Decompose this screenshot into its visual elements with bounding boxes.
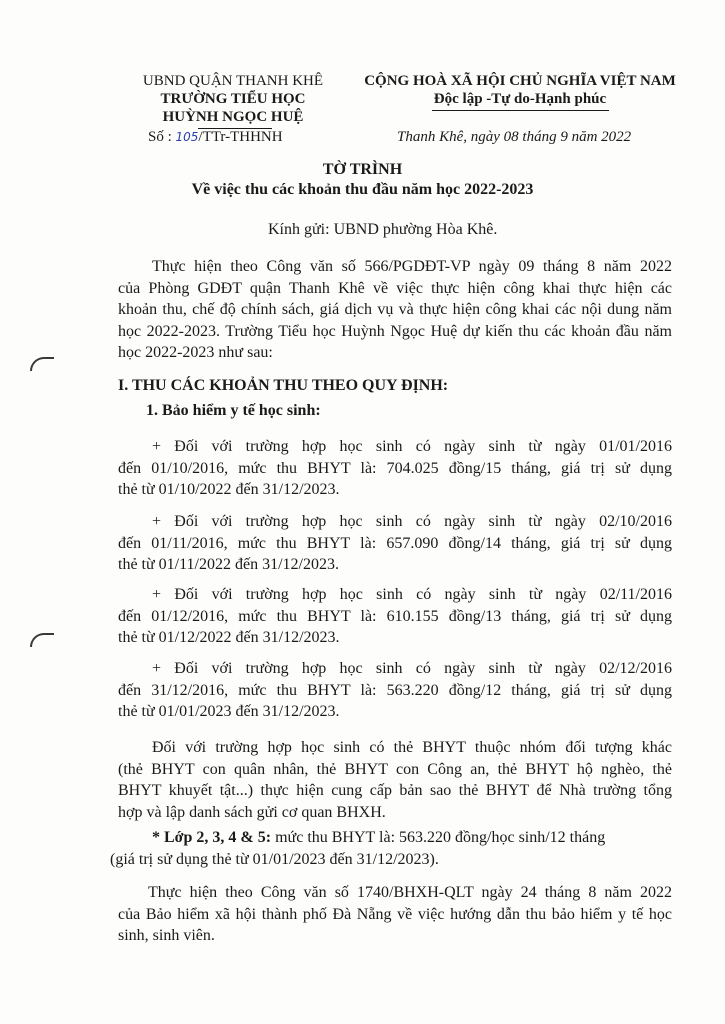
grades-label: * Lớp 2, 3, 4 & 5:: [152, 829, 272, 846]
other-group-line: BHYT khuyết tật...) thực hiện cung cấp bản sao thẻ BHYT để Nhà trường tổng: [118, 782, 672, 799]
item-line: thẻ từ 01/10/2022 đến 31/12/2023.: [118, 481, 340, 498]
other-group-line: Đối với trường hợp học sinh có thẻ BHYT thuộc nhóm đối tượng khác: [152, 739, 672, 756]
section-heading: I. THU CÁC KHOẢN THU THEO QUY ĐỊNH:: [118, 377, 449, 394]
item-line: đến 31/12/2016, mức thu BHYT là: 563.220 đồng/12 tháng, giá trị sử dụng: [118, 681, 672, 699]
motto-underline: [432, 110, 609, 111]
punch-hole-mark: [30, 357, 54, 371]
item-line: thẻ từ 01/12/2022 đến 31/12/2023.: [118, 629, 340, 646]
document-title: TỜ TRÌNH: [322, 161, 403, 178]
document-date: Thanh Khê, ngày 08 tháng 9 năm 2022: [397, 129, 632, 145]
closing-line: Thực hiện theo Công văn số 1740/BHXH-QLT ngày 24 tháng 8 năm 2022: [148, 884, 672, 901]
punch-hole-mark: [30, 633, 54, 647]
insurance-item: [118, 436, 672, 501]
item-line: đến 01/12/2016, mức thu BHYT là: 610.155 đồng/13 tháng, giá trị sử dụng: [118, 607, 672, 625]
item-line: + Đối với trường hợp học sinh có ngày sinh từ ngày 02/10/2016: [152, 513, 672, 530]
document-number: [148, 129, 283, 146]
insurance-item: [118, 584, 672, 649]
grades-text: mức thu BHYT là: 563.220 đồng/học sinh/12 tháng: [271, 829, 606, 846]
document-subtitle: Về việc thu các khoản thu đầu năm học 2022-2023: [191, 181, 534, 198]
closing-line: sinh, sinh viên.: [118, 927, 215, 944]
closing-line: của Bảo hiểm xã hội thành phố Đà Nẵng về việc hướng dẫn thu bảo hiểm y tế học: [118, 905, 672, 923]
item-line: đến 01/11/2016, mức thu BHYT là: 657.090 đồng/14 tháng, giá trị sử dụng: [118, 534, 672, 552]
item-line: + Đối với trường hợp học sinh có ngày sinh từ ngày 02/11/2016: [152, 586, 672, 603]
document-number-handwritten: 105: [175, 130, 199, 144]
item-line: đến 01/10/2016, mức thu BHYT là: 704.025 đồng/15 tháng, giá trị sử dụng: [118, 459, 672, 477]
intro-line: học 2022-2023. Trường Tiểu học Huỳnh Ngọc Huệ dự kiến thu các khoản đầu năm: [118, 322, 672, 340]
document-number-suffix: /TTr-THHNH: [198, 129, 283, 145]
insurance-item: [118, 658, 672, 723]
intro-paragraph: [118, 256, 672, 364]
issuer-school-line2: HUỲNH NGỌC HUỆ: [162, 109, 304, 125]
other-group-line: (thẻ BHYT con quân nhân, thẻ BHYT con Công an, thẻ BHYT hộ nghèo, thẻ: [118, 760, 672, 778]
other-group-paragraph: [118, 737, 672, 823]
national-title: CỘNG HOÀ XÃ HỘI CHỦ NGHĨA VIỆT NAM: [364, 73, 676, 89]
national-motto: Độc lập -Tự do-Hạnh phúc: [433, 91, 607, 107]
item-line: thẻ từ 01/11/2022 đến 31/12/2023.: [118, 556, 339, 573]
insurance-item: [118, 511, 672, 576]
item-line: + Đối với trường hợp học sinh có ngày sinh từ ngày 02/12/2016: [152, 660, 672, 677]
document-number-prefix: Số :: [148, 129, 172, 145]
grades-validity: (giá trị sử dụng thẻ từ 01/01/2023 đến 31/12/2023).: [110, 851, 439, 868]
recipient: Kính gửi: UBND phường Hòa Khê.: [268, 221, 498, 238]
grades-rate: [152, 829, 605, 847]
intro-line: Thực hiện theo Công văn số 566/PGDĐT-VP ngày 09 tháng 8 năm 2022: [152, 258, 672, 275]
intro-line: học 2022-2023 như sau:: [118, 344, 273, 361]
subsection-heading: 1. Bảo hiểm y tế học sinh:: [146, 402, 321, 419]
other-group-line: hợp và lập danh sách gửi cơ quan BHXH.: [118, 803, 386, 821]
item-line: thẻ từ 01/01/2023 đến 31/12/2023.: [118, 703, 340, 720]
issuer-authority: UBND QUẬN THANH KHÊ: [142, 73, 324, 89]
intro-line: khoản thu, chế độ chính sách, giá dịch vụ và thực hiện công khai các nội dung năm: [118, 301, 672, 318]
issuer-school-line1: TRƯỜNG TIỂU HỌC: [160, 91, 306, 107]
closing-paragraph: [118, 882, 672, 947]
item-line: + Đối với trường hợp học sinh có ngày sinh từ ngày 01/01/2016: [152, 438, 672, 455]
intro-line: của Phòng GDĐT quận Thanh Khê về việc thực hiện công khai thực hiện các: [118, 279, 672, 297]
